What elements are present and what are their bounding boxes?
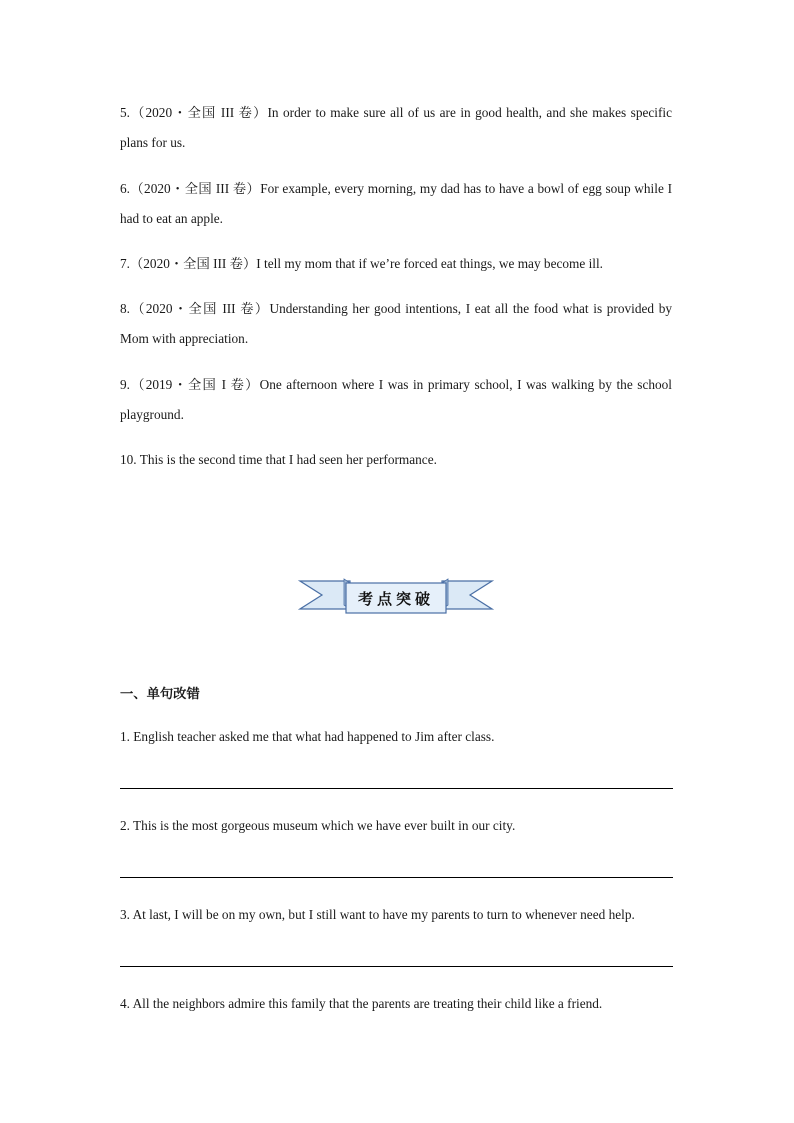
section-banner	[298, 575, 494, 617]
banner-label: 考点突破	[357, 590, 435, 608]
section-title: 一、单句改错	[120, 687, 200, 702]
prev-item-6: 6.（2020・全国 III 卷）For example, every morning, my dad has to have a bowl of egg soup while I had to eat an apple.	[120, 181, 672, 226]
prev-item-10: 10. This is the second time that I had seen her performance.	[120, 452, 437, 467]
prev-item-8: 8.（2020・全国 III 卷）Understanding her good intentions, I eat all the food what is provided by Mom with appreciation.	[120, 301, 672, 346]
exercise-3: 3. At last, I will be on my own, but I still want to have my parents to turn to whenever need help.	[120, 907, 635, 922]
answer-line-3	[120, 966, 673, 967]
exercise-2: 2. This is the most gorgeous museum which we have ever built in our city.	[120, 818, 516, 833]
prev-item-9: 9.（2019・全国 I 卷）One afternoon where I was in primary school, I was walking by the school playground.	[120, 377, 672, 422]
answer-line-2	[120, 877, 673, 878]
answer-line-1	[120, 788, 673, 789]
prev-item-5: 5.（2020・全国 III 卷）In order to make sure all of us are in good health, and she makes specific plans for us.	[120, 105, 672, 150]
exercise-4: 4. All the neighbors admire this family that the parents are treating their child like a friend.	[120, 996, 603, 1011]
exercise-1: 1. English teacher asked me that what had happened to Jim after class.	[120, 729, 495, 744]
prev-item-7: 7.（2020・全国 III 卷）I tell my mom that if we’re forced eat things, we may become ill.	[120, 256, 603, 271]
